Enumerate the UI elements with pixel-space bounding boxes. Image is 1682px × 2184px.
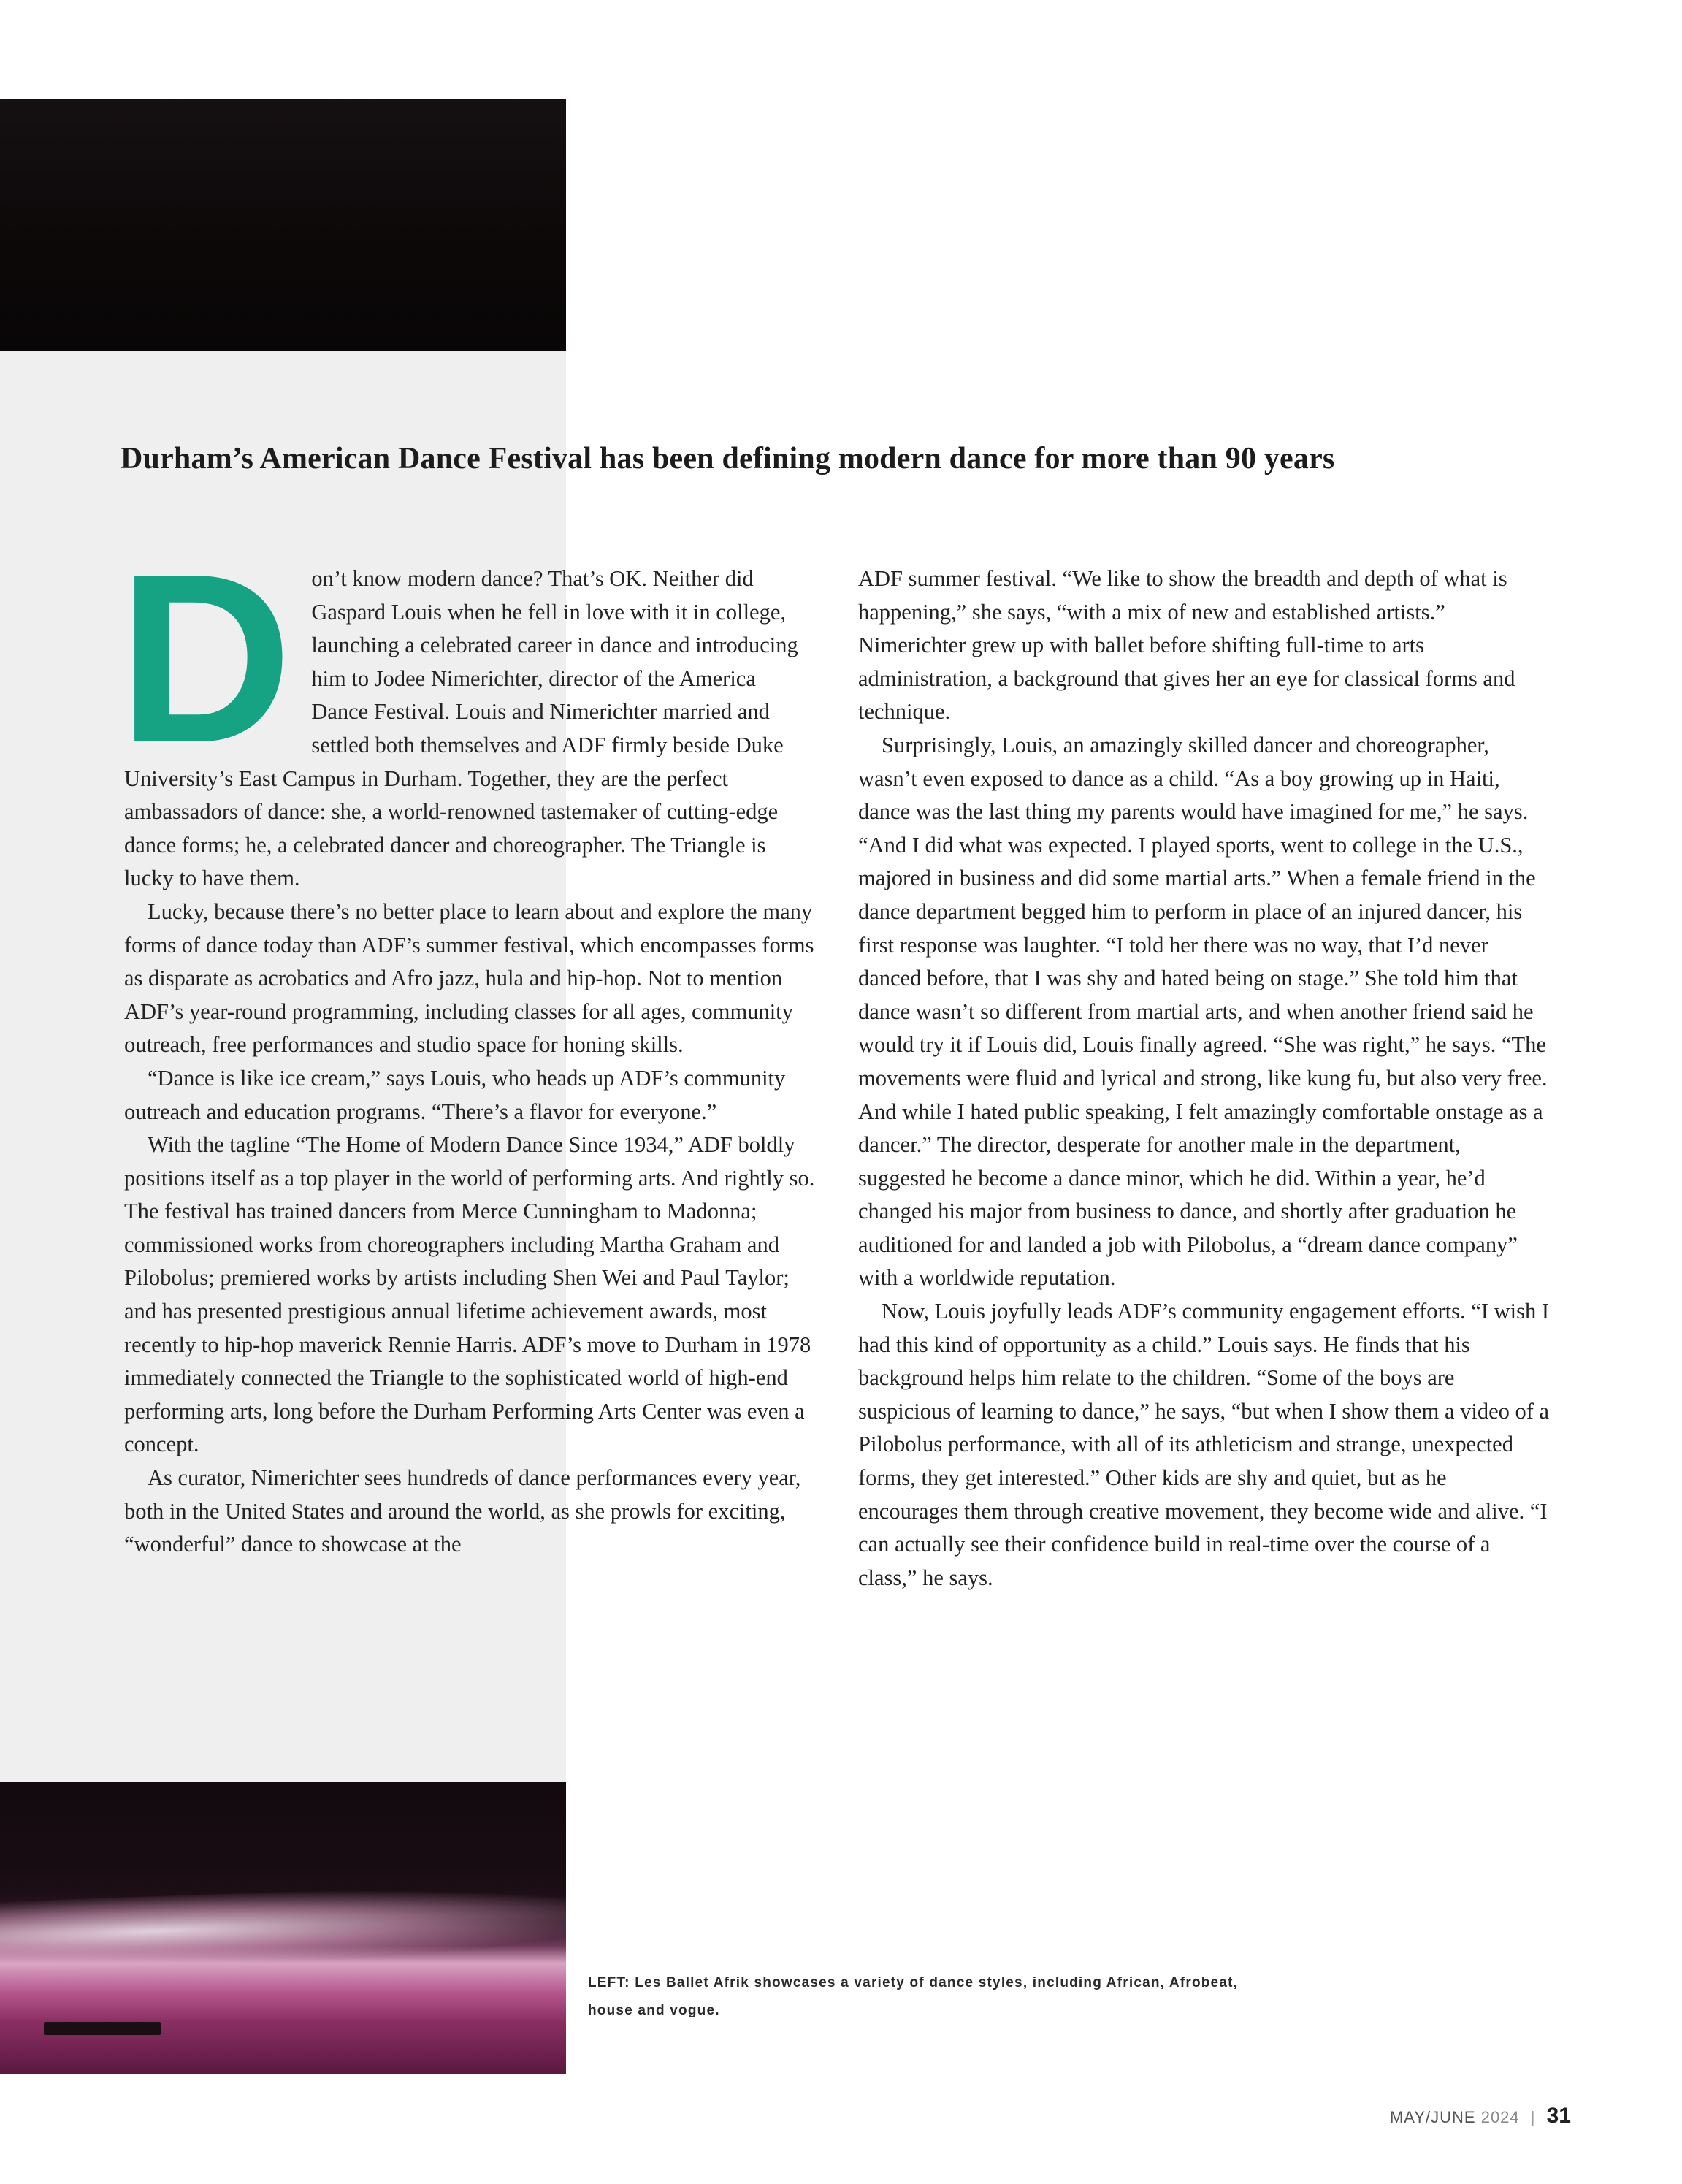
- stage-edge: [44, 2022, 161, 2035]
- page-folio: [1390, 2104, 1571, 2128]
- paragraph: “Dance is like ice cream,” says Louis, who heads up ADF’s community outreach and education programs. “There’s a flavor for everyone.”: [124, 1065, 786, 1124]
- article-column-left: [118, 523, 818, 1562]
- issue-year: 2024: [1480, 2108, 1520, 2126]
- paragraph: With the tagline “The Home of Modern Dance Since 1934,” ADF boldly positions itself as a top player in the world of performing arts. And rightly so. The festival has trained dancers from Merce Cunningham to Madonna; commissioned works from choreographers including Martha Graham and Pilobolus; premiered works by artists including Shen Wei and Paul Taylor; and has presented prestigious annual lifetime achievement awards, most recently to hip-hop maverick Rennie Harris. ADF’s move to Durham in 1978 immediately connected the Triangle to the sophisticated world of high-end performing arts, long before the Durham Performing Arts Center was even a concept.: [124, 1132, 815, 1457]
- paragraph: Lucky, because there’s no better place to learn about and explore the many forms of dance today than ADF’s summer festival, which encompasses forms as disparate as acrobatics and Afro jazz, hula and hip-hop. Not to mention ADF’s year-round programming, including classes for all ages, community outreach, free performances and studio space for honing skills.: [124, 898, 814, 1058]
- paragraph: Now, Louis joyfully leads ADF’s community engagement efforts. “I wish I had this kind of opportunity as a child.” Louis says. He finds that his background helps him relate to the children. “Some of the boys are suspicious of learning to dance,” he says, “but when I show them a video of a Pilobolus performance, with all of its athleticism and strange, unexpected forms, they get interested.” Other kids are shy and quiet, but as he encourages them through creative movement, they become wide and alive. “I can actually see their confidence build in real-time over the course of a class,” he says.: [858, 1299, 1550, 1590]
- paragraph: on’t know modern dance? That’s OK. Neither did Gaspard Louis when he fell in love with it in college, launching a celebrated career in dance and introducing him to Jodee Nimerichter, director of the America Dance Festival. Louis and Nimerichter married and settled both themselves and ADF firmly beside Duke University’s East Campus in Durham. Together, they are the perfect ambassadors of dance: she, a world-renowned tastemaker of cutting-edge dance forms; he, a celebrated dancer and choreographer. The Triangle is lucky to have them.: [124, 566, 798, 891]
- paragraph: Surprisingly, Louis, an amazingly skilled dancer and choreographer, wasn’t even exposed to dance as a child. “As a boy growing up in Haiti, dance was the last thing my parents would have imagined for me,” he says. “And I did what was expected. I played sports, went to college in the U.S., majored in business and did some martial arts.” When a female friend in the dance department begged him to perform in place of an injured dancer, his first response was laughter. “I told her there was no way, that I’d never danced before, that I was shy and hated being on stage.” She told him that dance wasn’t so different from martial arts, and when another friend said he would try it if Louis did, Louis finally agreed. “She was right,” he says. “The movements were fluid and lyrical and strong, like kung fu, but also very free. And while I hated public speaking, I felt amazingly comfortable onstage as a dancer.” The director, desperate for another male in the department, suggested he become a dance minor, which he did. Within a year, he’d changed his major from business to dance, and shortly after graduation he auditioned for and landed a job with Pilobolus, a “dream dance company” with a worldwide reputation.: [858, 732, 1548, 1291]
- top-photo: [0, 99, 566, 351]
- article-headline: Durham’s American Dance Festival has been defining modern dance for more than 90 years: [121, 442, 1335, 476]
- photo-caption: LEFT: Les Ballet Afrik showcases a variety of dance styles, including African, Afrobeat, house and vogue.: [588, 1975, 1239, 2018]
- folio-separator: |: [1530, 2108, 1536, 2126]
- drop-cap: D: [118, 523, 293, 793]
- paragraph: ADF summer festival. “We like to show the breadth and depth of what is happening,” she says, “with a mix of new and established artists.” Nimerichter grew up with ballet before shifting full-time to arts administration, a background that gives her an eye for classical forms and technique.: [858, 566, 1515, 725]
- paragraph: As curator, Nimerichter sees hundreds of dance performances every year, both in the United States and around the world, as she prowls for exciting, “wonderful” dance to showcase at the: [124, 1465, 801, 1557]
- stage-light-glow: [0, 1880, 566, 1972]
- dance-stage-photo: [0, 1782, 566, 2074]
- page-number: 31: [1546, 2104, 1571, 2128]
- issue-label: MAY/JUNE: [1389, 2108, 1476, 2126]
- article-column-right: [858, 562, 1552, 1595]
